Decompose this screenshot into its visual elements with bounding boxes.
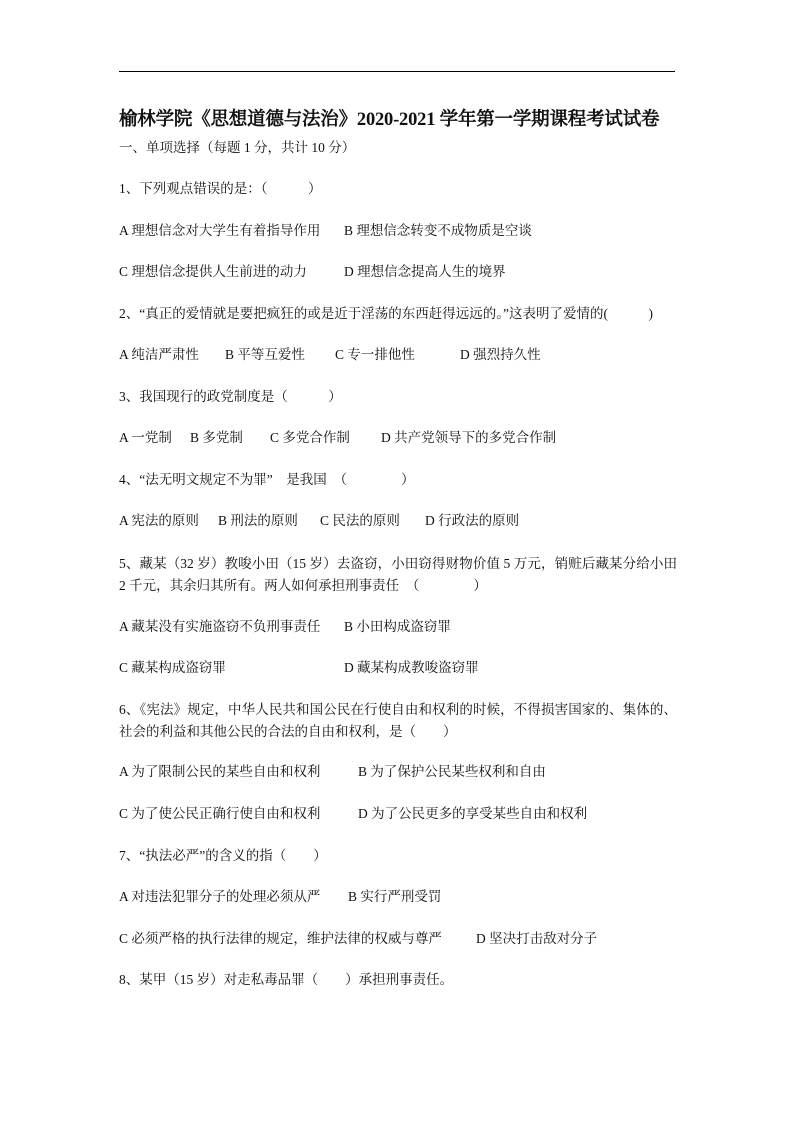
option: A 纯洁严肃性: [119, 347, 199, 362]
option: C 为了使公民正确行使自由和权利: [119, 806, 321, 821]
option: C 必须严格的执行法律的规定，维护法律的权威与尊严: [119, 931, 442, 946]
option: A 一党制: [119, 430, 172, 445]
question-5: 5、藏某（32 岁）教唆小田（15 岁）去盗窃，小田窃得财物价值 5 万元，销赃后藏某分给小田 2 千元，其余归其所有。两人如何承担刑事责任 （ ）: [119, 556, 677, 593]
option: B 刑法的原则: [218, 513, 298, 528]
option: D 藏某构成教唆盗窃罪: [344, 660, 479, 675]
option: C 藏某构成盗窃罪: [119, 660, 226, 675]
header-rule: [119, 71, 675, 72]
option: C 民法的原则: [320, 513, 400, 528]
option: C 专一排他性: [335, 347, 415, 362]
question-3: 3、我国现行的政党制度是（ ）: [119, 389, 342, 404]
option: B 多党制: [190, 430, 243, 445]
option: B 小田构成盗窃罪: [344, 619, 451, 634]
option: D 强烈持久性: [460, 347, 541, 362]
option: D 共产党领导下的多党合作制: [381, 430, 557, 445]
question-6: 6、《宪法》规定，中华人民共和国公民在行使自由和权利的时候，不得损害国家的、集体的、社会的利益和其他公民的合法的自由和权利，是（ ）: [119, 702, 677, 739]
option: C 理想信念提供人生前进的动力: [119, 264, 307, 279]
option: B 平等互爱性: [225, 347, 305, 362]
option: D 坚决打击敌对分子: [476, 931, 598, 946]
option: D 行政法的原则: [425, 513, 520, 528]
option: D 为了公民更多的享受某些自由和权利: [358, 806, 588, 821]
option: A 为了限制公民的某些自由和权利: [119, 764, 321, 779]
option: B 为了保护公民某些权利和自由: [358, 764, 546, 779]
section-heading: 一、单项选择（每题 1 分，共计 10 分）: [119, 140, 356, 155]
question-2: 2、“真正的爱情就是要把疯狂的或是近于淫荡的东西赶得远远的。”这表明了爱情的( ): [119, 306, 653, 321]
option: A 对违法犯罪分子的处理必须从严: [119, 889, 321, 904]
question-1: 1、下列观点错误的是：（ ）: [119, 181, 322, 196]
question-8: 8、某甲（15 岁）对走私毒品罪（ ）承担刑事责任。: [119, 972, 454, 987]
exam-title: 榆林学院《思想道德与法治》2020-2021 学年第一学期课程考试试卷: [119, 110, 660, 130]
option: A 理想信念对大学生有着指导作用: [119, 223, 321, 238]
option: C 多党合作制: [270, 430, 350, 445]
option: B 实行严刑受罚: [348, 889, 442, 904]
option: D 理想信念提高人生的境界: [344, 264, 506, 279]
option: B 理想信念转变不成物质是空谈: [344, 223, 532, 238]
option: A 藏某没有实施盗窃不负刑事责任: [119, 619, 321, 634]
question-7: 7、“执法必严”的含义的指（ ）: [119, 848, 327, 863]
question-4: 4、“法无明文规定不为罪” 是我国 （ ）: [119, 472, 415, 487]
option: A 宪法的原则: [119, 513, 199, 528]
